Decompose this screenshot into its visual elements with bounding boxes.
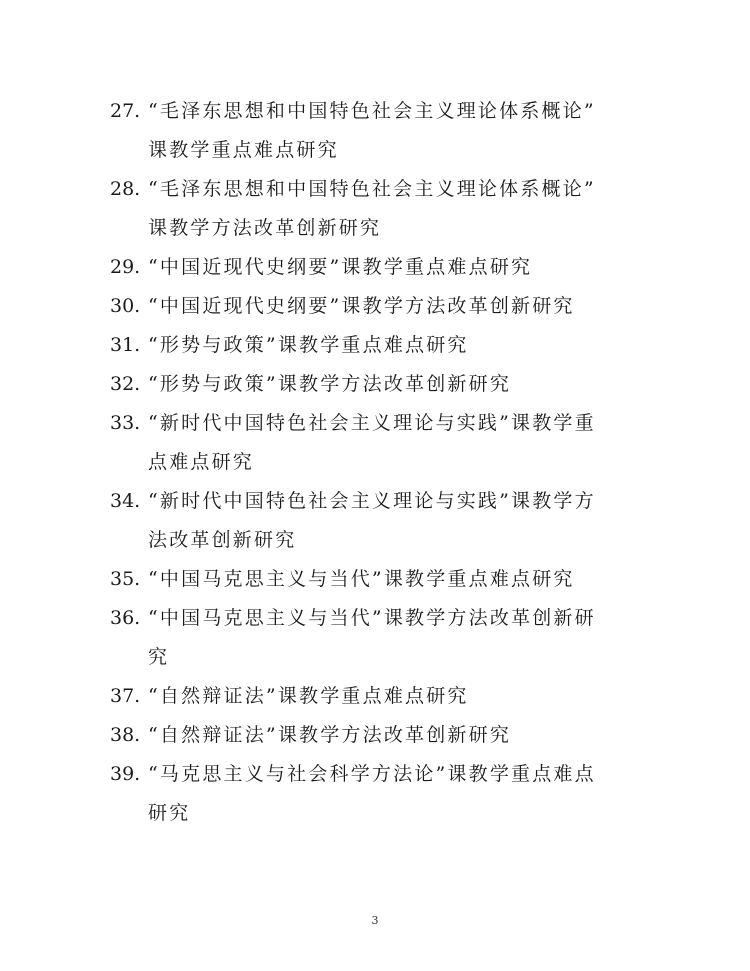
item-text-continuation: 研究 xyxy=(148,802,191,824)
item-number: 30. xyxy=(110,295,141,317)
topic-list xyxy=(110,92,655,833)
item-text-line: “毛泽东思想和中国特色社会主义理论体系概论” xyxy=(148,100,596,122)
item-text xyxy=(148,482,655,560)
item-text xyxy=(148,248,655,287)
item-text-line: “形势与政策”课教学重点难点研究 xyxy=(148,334,469,356)
item-number: 32. xyxy=(110,373,141,395)
list-item xyxy=(110,365,655,404)
item-number: 28. xyxy=(110,178,141,200)
list-item xyxy=(110,560,655,599)
list-item xyxy=(110,755,655,833)
item-text xyxy=(148,287,655,326)
item-text-line: “马克思主义与社会科学方法论”课教学重点难点 xyxy=(148,763,596,785)
item-text xyxy=(148,365,655,404)
item-text-line: “中国马克思主义与当代”课教学方法改革创新研 xyxy=(148,607,596,629)
item-number: 33. xyxy=(110,412,141,434)
item-text-line: “自然辩证法”课教学重点难点研究 xyxy=(148,685,469,707)
list-item xyxy=(110,404,655,482)
item-text xyxy=(148,404,655,482)
item-number: 35. xyxy=(110,568,141,590)
item-number: 37. xyxy=(110,685,141,707)
item-number: 27. xyxy=(110,100,141,122)
item-number: 36. xyxy=(110,607,141,629)
item-number: 29. xyxy=(110,256,141,278)
list-item xyxy=(110,716,655,755)
list-item xyxy=(110,677,655,716)
item-number: 38. xyxy=(110,724,141,746)
item-text xyxy=(148,716,655,755)
item-text xyxy=(148,326,655,365)
item-text xyxy=(148,560,655,599)
item-text xyxy=(148,92,655,170)
item-text-line: “中国近现代史纲要”课教学方法改革创新研究 xyxy=(148,295,575,317)
list-item xyxy=(110,482,655,560)
list-item xyxy=(110,599,655,677)
page-number: 3 xyxy=(371,914,379,927)
item-text xyxy=(148,170,655,248)
item-text-continuation: 点难点研究 xyxy=(148,451,255,473)
item-number: 31. xyxy=(110,334,141,356)
item-text-line: “新时代中国特色社会主义理论与实践”课教学方 xyxy=(148,490,596,512)
list-item xyxy=(110,248,655,287)
item-text-line: “中国马克思主义与当代”课教学重点难点研究 xyxy=(148,568,575,590)
list-item xyxy=(110,287,655,326)
item-text-continuation: 法改革创新研究 xyxy=(148,529,297,551)
item-text-line: “形势与政策”课教学方法改革创新研究 xyxy=(148,373,512,395)
list-item xyxy=(110,92,655,170)
item-text xyxy=(148,755,655,833)
item-text-line: “自然辩证法”课教学方法改革创新研究 xyxy=(148,724,512,746)
item-text-continuation: 课教学重点难点研究 xyxy=(148,139,339,161)
item-text-line: “新时代中国特色社会主义理论与实践”课教学重 xyxy=(148,412,596,434)
item-text-continuation: 究 xyxy=(148,646,170,668)
list-item xyxy=(110,326,655,365)
item-text xyxy=(148,677,655,716)
item-number: 39. xyxy=(110,763,141,785)
item-text-line: “中国近现代史纲要”课教学重点难点研究 xyxy=(148,256,533,278)
item-text xyxy=(148,599,655,677)
list-item xyxy=(110,170,655,248)
item-number: 34. xyxy=(110,490,141,512)
item-text-line: “毛泽东思想和中国特色社会主义理论体系概论” xyxy=(148,178,596,200)
item-text-continuation: 课教学方法改革创新研究 xyxy=(148,217,382,239)
